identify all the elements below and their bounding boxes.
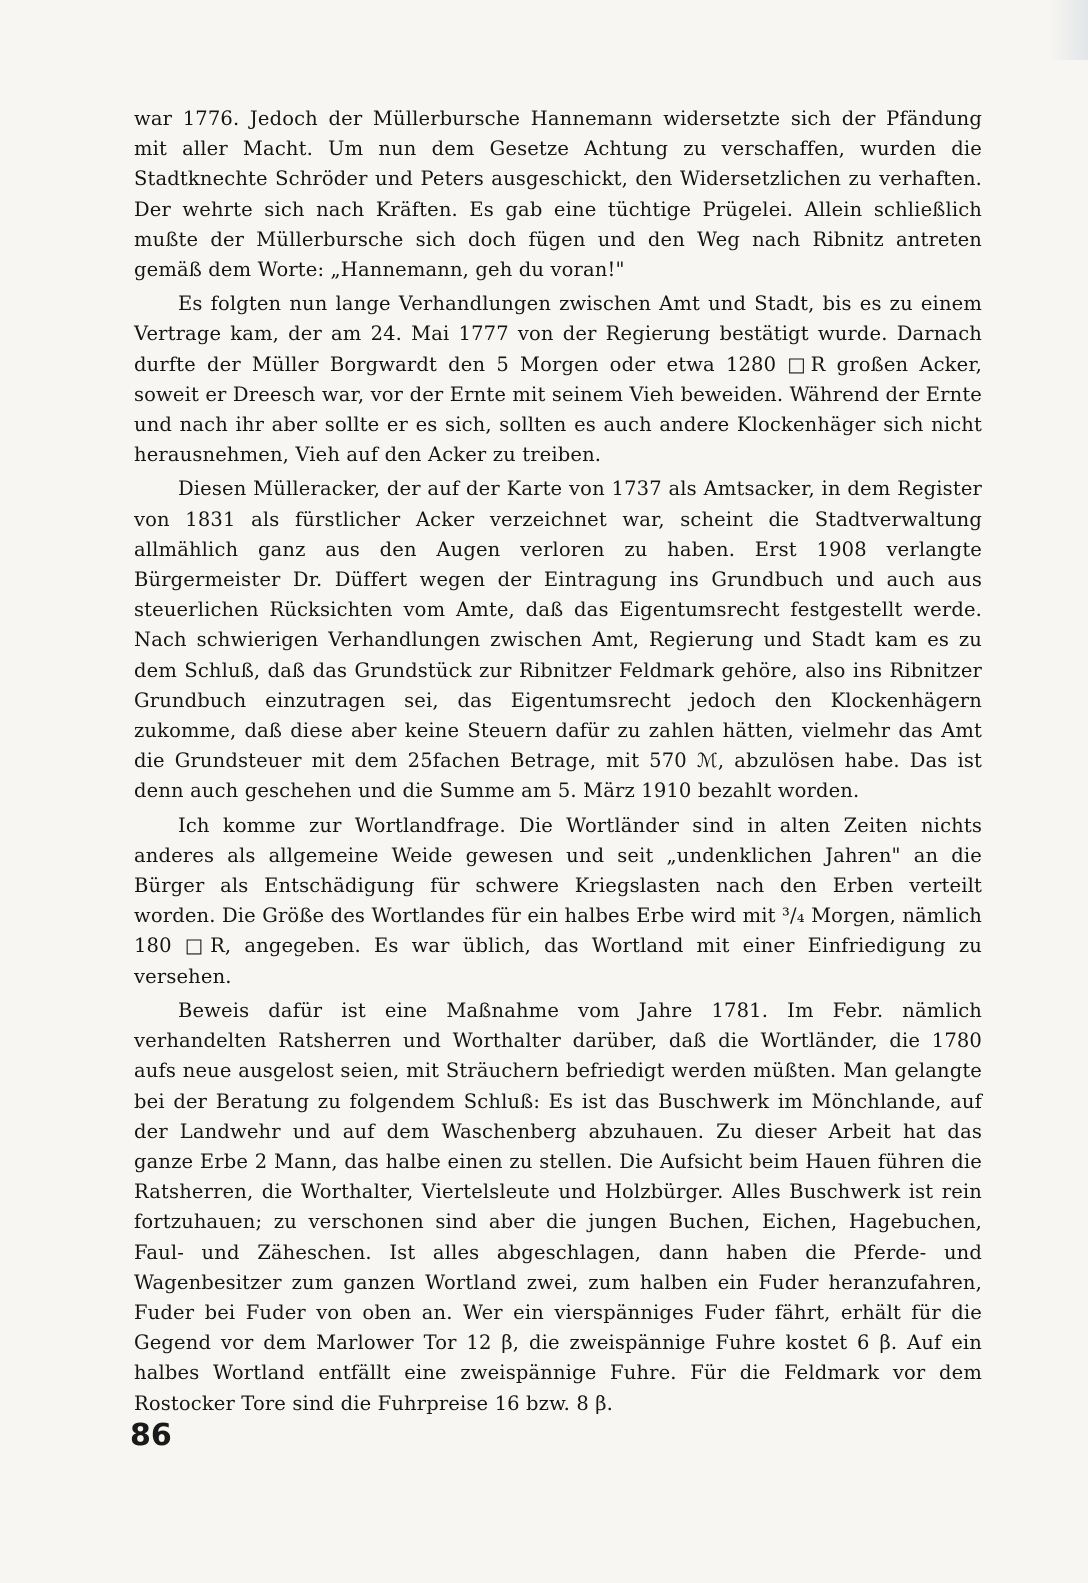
page-number: 86 xyxy=(130,1418,172,1453)
paragraph-3: Diesen Mülleracker, der auf der Karte von 1737 als Amtsacker, in dem Register von 1831 als fürstlicher Acker verzeichnet war, scheint die Stadtverwaltung allmählich ganz aus den Augen verloren zu haben. Erst 1908 verlangte Bürgermeister Dr. Düffert wegen der Eintragung ins Grundbuch und auch aus steuerlichen Rücksichten vom Amte, daß das Eigentumsrecht festgestellt werde. Nach schwierigen Verhandlungen zwischen Amt, Regierung und Stadt kam es zu dem Schluß, daß das Grundstück zur Ribnitzer Feldmark gehöre, also ins Ribnitzer Grundbuch einzutragen sei, das Eigentumsrecht jedoch den Klockenhägern zukomme, daß diese aber keine Steuern dafür zu zahlen hätten, vielmehr das Amt die Grundsteuer mit dem 25fachen Betrage, mit 570 ℳ, abzulösen habe. Das ist denn auch geschehen und die Summe am 5. März 1910 bezahlt worden. xyxy=(134,477,982,803)
paragraph-2: Es folgten nun lange Verhandlungen zwischen Amt und Stadt, bis es zu einem Vertrage kam, der am 24. Mai 1777 von der Regierung bestätigt wurde. Darnach durfte der Müller Borgwardt den 5 Morgen oder etwa 1280 □R großen Acker, soweit er Dreesch war, vor der Ernte mit seinem Vieh beweiden. Während der Ernte und nach ihr aber sollte er es sich, sollten es auch andere Klockenhäger sich nicht herausnehmen, Vieh auf den Acker zu treiben. xyxy=(134,292,982,467)
paragraph-5: Beweis dafür ist eine Maßnahme vom Jahre 1781. Im Febr. nämlich verhandelten Ratsherren und Worthalter darüber, daß die Wortländer, die 1780 aufs neue ausgelost seien, mit Sträuchern befriedigt werden müßten. Man gelangte bei der Beratung zu folgendem Schluß: Es ist das Buschwerk im Mönchlande, auf der Landwehr und auf dem Waschenberg abzuhauen. Zu dieser Arbeit hat das ganze Erbe 2 Mann, das halbe einen zu stellen. Die Aufsicht beim Hauen führen die Ratsherren, die Worthalter, Viertelsleute und Holzbürger. Alles Buschwerk ist rein fortzuhauen; zu verschonen sind aber die jungen Buchen, Eichen, Hagebuchen, Faul- und Zäheschen. Ist alles abgeschlagen, dann haben die Pferde- und Wagenbesitzer zum ganzen Wortland zwei, zum halben ein Fuder heranzufahren, Fuder bei Fuder von oben an. Wer ein vierspänniges Fuder fährt, erhält für die Gegend vor dem Marlower Tor 12 β, die zweispännige Fuhre kostet 6 β. Auf ein halbes Wortland entfällt eine zweispännige Fuhre. Für die Feldmark vor dem Rostocker Tore sind die Fuhrpreise 16 bzw. 8 β. xyxy=(134,998,982,1415)
paragraph-4: Ich komme zur Wortlandfrage. Die Wortländer sind in alten Zeiten nichts anderes als allgemeine Weide gewesen und seit „undenklichen Jahren" an die Bürger als Entschädigung für schwere Kriegslasten nach den Erben verteilt worden. Die Größe des Wortlandes für ein halbes Erbe wird mit ³/₄ Morgen, nämlich 180 □R, angegeben. Es war üblich, das Wortland mit einer Einfriedigung zu versehen. xyxy=(134,813,982,988)
scan-edge-mark xyxy=(1048,0,1088,60)
paragraph-1: war 1776. Jedoch der Müllerbursche Hannemann widersetzte sich der Pfändung mit aller Macht. Um nun dem Gesetze Achtung zu verschaffen, wurden die Stadtknechte Schröder und Peters ausgeschickt, den Widersetzlichen zu verhaften. Der wehrte sich nach Kräften. Es gab eine tüchtige Prügelei. Allein schließlich mußte der Müllerbursche sich doch fügen und den Weg nach Ribnitz antreten gemäß dem Worte: „Hannemann, geh du voran!" xyxy=(134,107,982,282)
page-body-text xyxy=(134,104,982,1419)
